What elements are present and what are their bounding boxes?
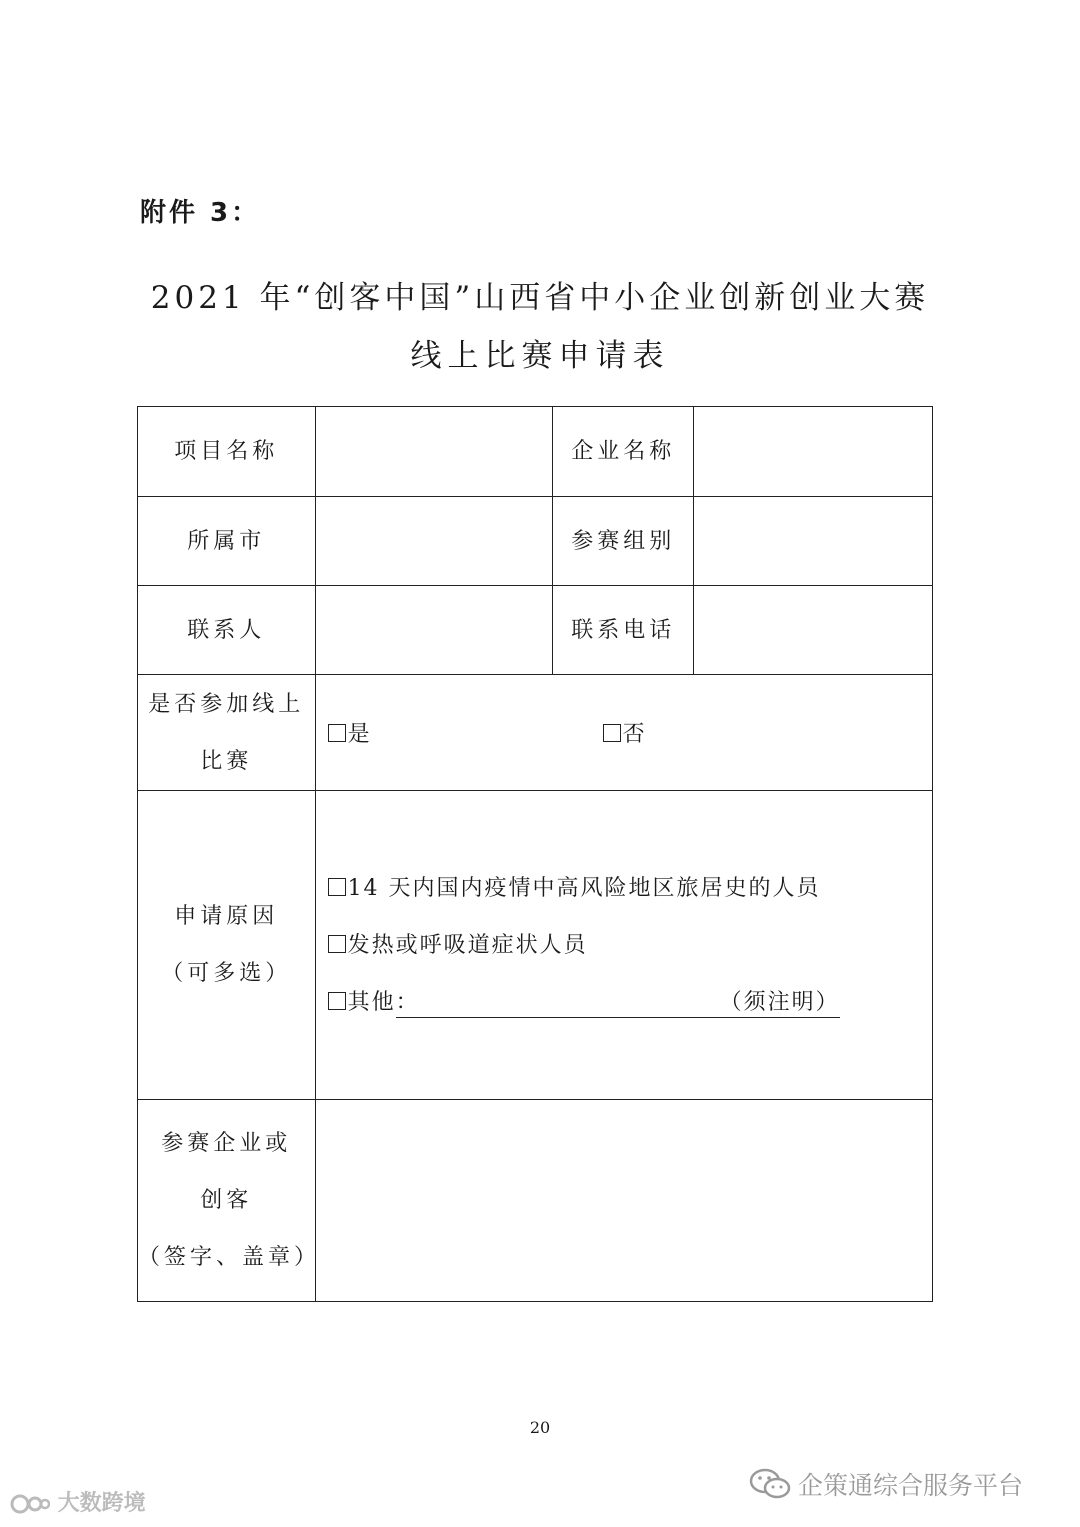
watermark-right bbox=[748, 1466, 1023, 1502]
participate-no-option[interactable] bbox=[603, 722, 645, 747]
city-label: 所属市 bbox=[138, 497, 316, 586]
attachment-label: 附件 3： bbox=[140, 198, 261, 228]
form-row-project bbox=[138, 407, 933, 497]
reason-option-high-risk[interactable] bbox=[328, 860, 932, 917]
reason-high-risk-label: 14 天内国内疫情中高风险地区旅居史的人员 bbox=[347, 875, 821, 901]
reason-option-other[interactable] bbox=[328, 974, 932, 1031]
signature-label bbox=[138, 1100, 321, 1302]
participate-yes-option[interactable] bbox=[328, 717, 596, 748]
checkbox-high-risk[interactable] bbox=[328, 878, 346, 896]
reason-option-fever[interactable] bbox=[328, 917, 932, 974]
watermark-left bbox=[10, 1486, 146, 1517]
reason-label-line2: （可多选） bbox=[161, 961, 292, 986]
participate-label-line1: 是否参加线上 bbox=[148, 691, 305, 717]
wechat-icon bbox=[748, 1467, 792, 1501]
reason-other-fill-line[interactable] bbox=[396, 989, 840, 1018]
form-row-signature bbox=[138, 1100, 933, 1302]
reason-other-note: （须注明） bbox=[719, 989, 840, 1015]
city-field[interactable] bbox=[315, 497, 553, 586]
group-field[interactable] bbox=[694, 497, 933, 586]
form-title-line1: 2021 年“创客中国”山西省中小企业创新创业大赛 bbox=[150, 280, 930, 316]
reason-options bbox=[315, 791, 932, 1100]
participate-label bbox=[138, 675, 316, 791]
application-form-table bbox=[137, 406, 933, 1302]
company-name-field[interactable] bbox=[694, 407, 933, 497]
checkbox-no[interactable] bbox=[603, 724, 621, 742]
checkbox-yes[interactable] bbox=[328, 724, 346, 742]
signature-field[interactable] bbox=[315, 1100, 932, 1302]
form-row-contact bbox=[138, 586, 933, 675]
reason-other-colon: ： bbox=[395, 989, 420, 1015]
phone-field[interactable] bbox=[694, 586, 933, 675]
page-number: 20 bbox=[529, 1418, 551, 1437]
reason-other-label: 其他 bbox=[347, 989, 396, 1015]
company-name-label: 企业名称 bbox=[553, 407, 694, 497]
signature-label-line1: 参赛企业或 bbox=[161, 1131, 292, 1156]
form-row-city bbox=[138, 497, 933, 586]
signature-label-line2: 创客 bbox=[200, 1188, 253, 1213]
watermark-right-text: 企策通综合服务平台 bbox=[798, 1471, 1024, 1500]
checkbox-fever[interactable] bbox=[328, 935, 346, 953]
signature-label-line3: （签字、盖章） bbox=[138, 1245, 321, 1270]
form-row-reason bbox=[138, 791, 933, 1100]
contact-label: 联系人 bbox=[138, 586, 316, 675]
participate-options bbox=[315, 675, 932, 791]
reason-label-line1: 申请原因 bbox=[174, 904, 279, 929]
form-title-line2: 线上比赛申请表 bbox=[410, 338, 670, 374]
project-name-field[interactable] bbox=[315, 407, 553, 497]
reason-fever-label: 发热或呼吸道症状人员 bbox=[347, 932, 588, 958]
brand-logo-icon bbox=[10, 1492, 50, 1516]
form-row-participate bbox=[138, 675, 933, 791]
participate-label-line2: 比赛 bbox=[200, 748, 253, 774]
participate-yes-label: 是 bbox=[347, 722, 370, 747]
participate-no-label: 否 bbox=[622, 722, 645, 747]
contact-field[interactable] bbox=[315, 586, 553, 675]
phone-label: 联系电话 bbox=[553, 586, 694, 675]
watermark-left-text: 大数跨境 bbox=[57, 1491, 146, 1516]
checkbox-other[interactable] bbox=[328, 992, 346, 1010]
project-name-label: 项目名称 bbox=[138, 407, 316, 497]
group-label: 参赛组别 bbox=[553, 497, 694, 586]
reason-label bbox=[138, 791, 316, 1100]
